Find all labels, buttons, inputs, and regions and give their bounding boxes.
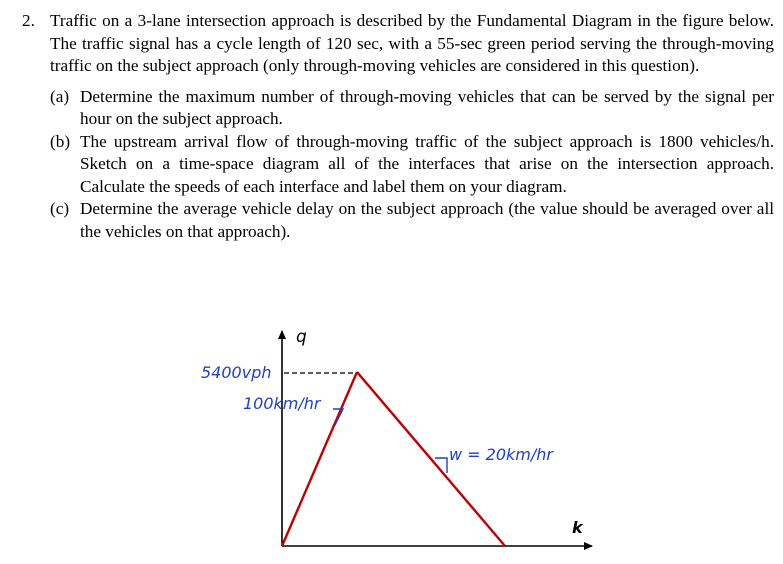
question-number: 2. [22,11,35,30]
capacity-label: 5400vph [201,363,272,382]
y-axis-label: q [296,327,307,347]
free-flow-speed-label: 100km/hr [243,394,321,413]
part-c-label: (c) [50,199,70,218]
question-stem: Traffic on a 3-lane intersection approach is described by the Fundamental Diagram in the figure below. The traffic signal has a cycle length of 120 sec, with a 55-sec green period serving the through-moving traffic on the subject approach (only through-moving vehicles are considered in this question). [50,11,774,75]
part-b-label: (b) [50,131,71,151]
x-axis-label: k [572,518,583,537]
part-b-text: The upstream arrival flow of through-moving traffic of the subject approach is 1800 vehicles/h. Sketch on a time-space diagram all of the interfaces that arise on the intersection approach. Calculate the speeds of each interface and label them on your diagram. [80,131,774,196]
part-a-text: Determine the maximum number of through-moving vehicles that can be served by the signal per hour on the subject approach. [80,86,774,128]
part-c-text: Determine the average vehicle delay on the subject approach (the value should be averaged over all the vehicles on that approach). [80,199,774,241]
part-a-label: (a) [50,86,70,106]
wave-speed-label: w = 20km/hr [449,445,553,464]
